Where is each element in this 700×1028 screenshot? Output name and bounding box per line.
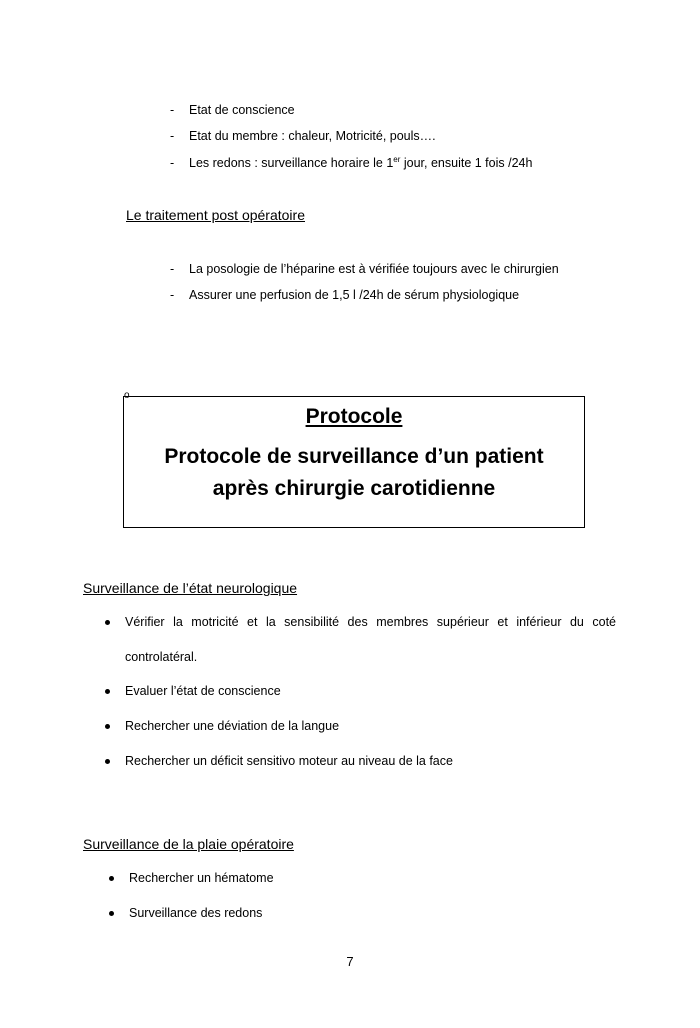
list-item-text: Assurer une perfusion de 1,5 l /24h de sérum physiologique <box>189 288 520 302</box>
dash-bullet: - <box>170 156 175 171</box>
list-item <box>170 129 436 143</box>
list-item-text: Les redons : surveillance horaire le 1 <box>189 156 394 171</box>
list-item <box>170 103 295 117</box>
list-item <box>170 262 559 276</box>
bullet-dot-icon <box>105 759 110 764</box>
list-item-text: Rechercher un hématome <box>129 871 274 885</box>
protocol-title: Protocole de surveillance d’un patient après chirurgie carotidienne <box>164 445 544 500</box>
list-item-text: La posologie de l’héparine est à vérifiée toujours avec le chirurgien <box>189 262 559 276</box>
list-item <box>170 288 519 302</box>
bullet-dot-icon <box>105 724 110 729</box>
list-item-text: jour, ensuite 1 fois /24h <box>400 156 533 171</box>
bullet-dot-icon <box>109 876 114 881</box>
list-item-text: Evaluer l’état de conscience <box>125 684 281 698</box>
protocol-box <box>123 396 585 528</box>
dash-bullet: - <box>170 103 175 117</box>
list-item-text: Vérifier la motricité et la sensibilité des membres supérieur et inférieur du coté <box>125 615 616 629</box>
bullet-dot-icon <box>105 620 110 625</box>
list-item-text: Surveillance des redons <box>129 906 263 920</box>
section-title-post-op: Le traitement post opératoire <box>126 207 305 223</box>
page-number: 7 <box>346 954 354 969</box>
list-item-continuation <box>125 650 197 664</box>
list-item <box>125 754 453 768</box>
list-item <box>129 871 274 885</box>
list-item <box>129 906 262 920</box>
list-item-text: Etat de conscience <box>189 103 295 117</box>
list-item <box>170 155 532 170</box>
bullet-dot-icon <box>109 911 114 916</box>
list-item <box>125 615 616 629</box>
section-title-neuro: Surveillance de l’état neurologique <box>83 580 298 596</box>
dash-bullet: - <box>170 262 175 276</box>
section-title-wound: Surveillance de la plaie opératoire <box>83 836 294 852</box>
list-item-text: Rechercher un déficit sensitivo moteur au niveau de la face <box>125 754 453 768</box>
dash-bullet: - <box>170 129 175 143</box>
dash-bullet: - <box>170 288 175 302</box>
list-item-text: Etat du membre : chaleur, Motricité, pouls…. <box>189 129 436 143</box>
stray-mark: o <box>124 390 130 401</box>
superscript: er <box>393 155 401 164</box>
protocol-heading: Protocole <box>305 405 403 428</box>
list-item-text: Rechercher une déviation de la langue <box>125 719 340 733</box>
list-item <box>125 684 281 698</box>
list-item <box>125 719 339 733</box>
list-item-text: controlatéral. <box>125 650 198 664</box>
bullet-dot-icon <box>105 689 110 694</box>
